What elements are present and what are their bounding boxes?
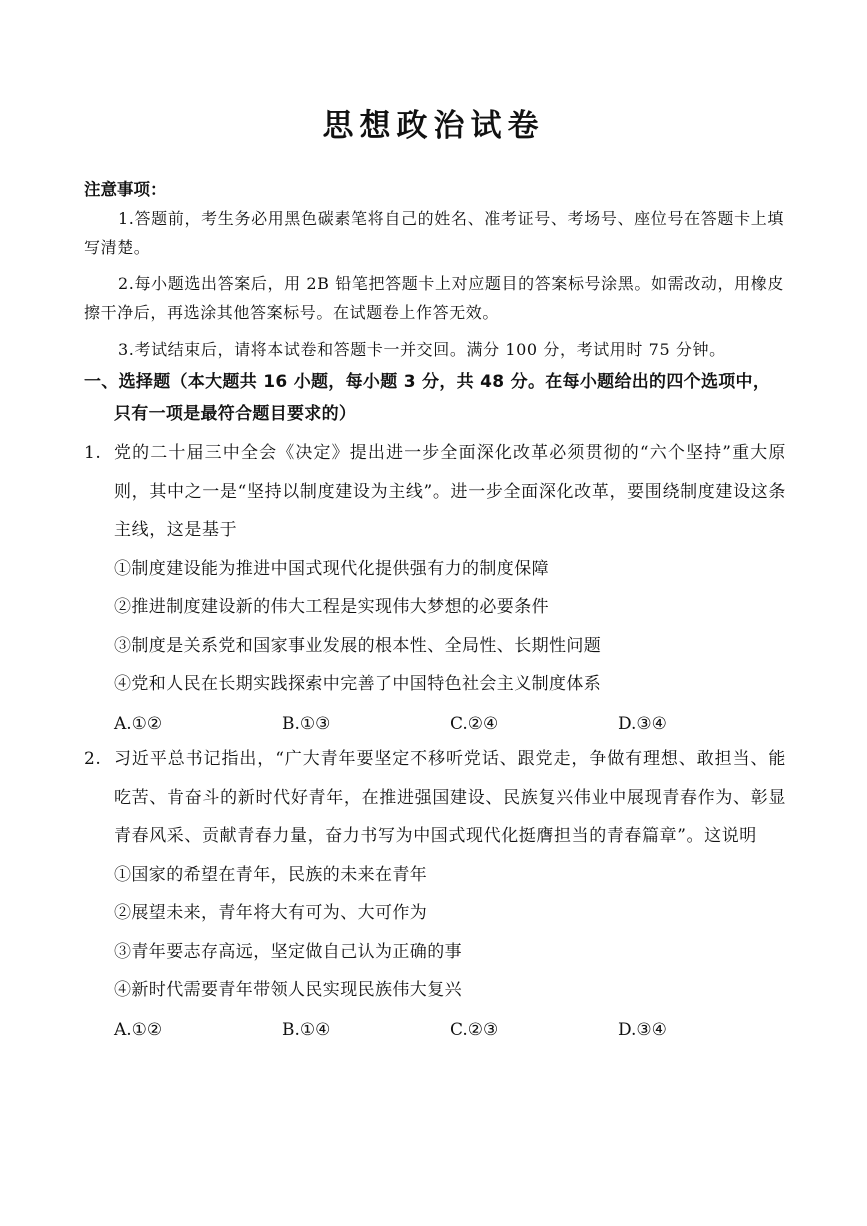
notice-item-1: 1.答题前，考生务必用黑色碳素笔将自己的姓名、准考证号、考场号、座位号在答题卡上填写清楚。: [84, 209, 784, 257]
section-heading: 一、选择题（本大题共 16 小题，每小题 3 分，共 48 分。在每小题给出的四个选项中，只有一项是最符合题目要求的）: [84, 372, 771, 424]
question-2: [84, 740, 786, 1050]
answer-choices: [84, 1010, 786, 1050]
choice-d[interactable]: D.③④: [618, 713, 667, 734]
choice-b[interactable]: B.①④: [282, 1019, 331, 1040]
question-number: 1.: [84, 443, 102, 463]
notice-item-2: 2.每小题选出答案后，用 2B 铅笔把答题卡上对应题目的答案标号涂黑。如需改动，用橡皮擦干净后，再选涂其他答案标号。在试题卷上作答无效。: [84, 274, 784, 322]
page-title: 思想政治试卷: [322, 108, 545, 144]
statement-4: ④新时代需要青年带领人民实现民族伟大复兴: [114, 980, 462, 1000]
statement-2: ②推进制度建设新的伟大工程是实现伟大梦想的必要条件: [114, 597, 549, 617]
notice-item-3: 3.考试结束后，请将本试卷和答题卡一并交回。满分 100 分，考试用时 75 分钟。: [118, 340, 726, 359]
answer-choices: [84, 704, 786, 744]
statement-4: ④党和人民在长期实践探索中完善了中国特色社会主义制度体系: [114, 674, 602, 694]
question-number: 2.: [84, 749, 102, 769]
choice-c[interactable]: C.②④: [450, 713, 499, 734]
choice-d[interactable]: D.③④: [618, 1019, 667, 1040]
question-text: 习近平总书记指出，“广大青年要坚定不移听党话、跟党走，争做有理想、敢担当、能吃苦、肯奋斗的新时代好青年，在推进强国建设、民族复兴伟业中展现青春作为、彰显青春风采、贡献青春力量，奋力书写为中国式现代化挺膺担当的青春篇章”。这说明: [114, 749, 786, 846]
statement-2: ②展望未来，青年将大有可为、大可作为: [114, 903, 428, 923]
choice-a[interactable]: A.①②: [114, 713, 163, 734]
question-stem: [84, 740, 786, 856]
question-1: [84, 434, 786, 744]
statement-1: ①国家的希望在青年，民族的未来在青年: [114, 864, 428, 885]
choice-b[interactable]: B.①③: [282, 713, 331, 734]
choice-c[interactable]: C.②③: [450, 1019, 499, 1040]
question-stem: [84, 434, 786, 550]
choice-a[interactable]: A.①②: [114, 1019, 163, 1040]
statement-1: ①制度建设能为推进中国式现代化提供强有力的制度保障: [114, 558, 549, 579]
statement-3: ③制度是关系党和国家事业发展的根本性、全局性、长期性问题: [114, 635, 602, 656]
question-text: 党的二十届三中全会《决定》提出进一步全面深化改革必须贯彻的“六个坚持”重大原则，其中之一是“坚持以制度建设为主线”。进一步全面深化改革，要围绕制度建设这条主线，这是基于: [114, 443, 786, 540]
statement-3: ③青年要志存高远，坚定做自己认为正确的事: [114, 941, 462, 962]
notice-heading: 注意事项：: [84, 180, 167, 199]
